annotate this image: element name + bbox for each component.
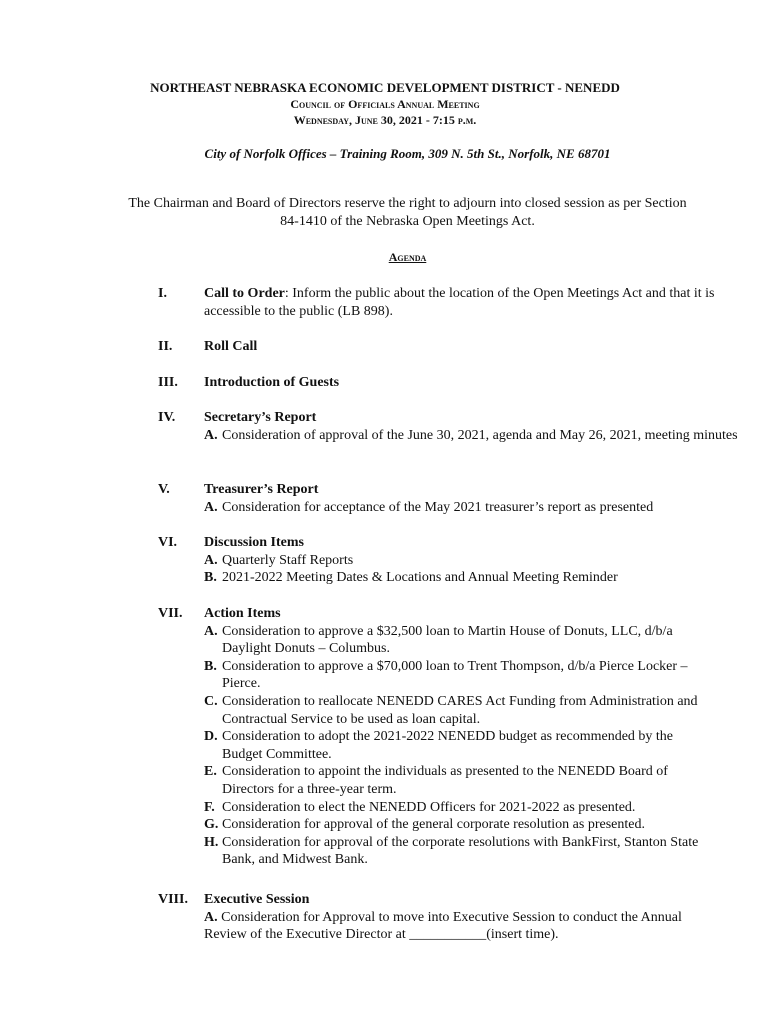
item-number: VII.	[158, 606, 183, 621]
sub-item-text: Consideration to approve a $32,500 loan to Martin House of Donuts, LLC, d/b/a Daylight Donuts – Columbus.	[222, 623, 673, 657]
sub-item-letter: G.	[204, 817, 219, 833]
sub-item	[204, 909, 684, 944]
sub-item-text: 2021-2022 Meeting Dates & Locations and Annual Meeting Reminder	[222, 570, 618, 586]
sub-item-letter: H.	[204, 834, 219, 850]
item-title: Executive Session	[204, 892, 310, 907]
sub-item	[204, 499, 744, 517]
item-number: IV.	[158, 410, 176, 425]
sub-item-letter: A.	[204, 499, 218, 515]
item-title: Introduction of Guests	[204, 375, 340, 390]
item-title: Treasurer’s Report	[204, 482, 319, 497]
sub-item	[204, 816, 704, 834]
sub-item	[204, 427, 744, 445]
item-title: Discussion Items	[204, 535, 304, 550]
meeting-date: Wednesday, June 30, 2021 - 7:15 p.m.	[293, 113, 477, 127]
sub-item	[204, 552, 744, 570]
sub-item-text: Consideration to elect the NENEDD Officers for 2021-2022 as presented.	[222, 799, 636, 815]
organization-title: NORTHEAST NEBRASKA ECONOMIC DEVELOPMENT DISTRICT - NENEDD	[150, 80, 620, 95]
item-text: : Inform the public about the location of the Open Meetings Act and that it is accessible to the public (LB 898).	[204, 286, 715, 319]
sub-item-letter: A.	[204, 909, 218, 925]
closed-session-notice: The Chairman and Board of Directors reserve the right to adjourn into closed session as per Section 84-1410 of the Nebraska Open Meetings Act.	[128, 196, 687, 229]
item-title: Action Items	[204, 606, 281, 621]
agenda-heading: Agenda	[388, 250, 427, 264]
sub-item	[204, 763, 704, 798]
sub-item	[204, 658, 704, 693]
sub-item-text: Consideration to adopt the 2021-2022 NENEDD budget as recommended by the Budget Committee.	[222, 729, 674, 762]
sub-item-text: Consideration for approval of the corporate resolutions with BankFirst, Stanton State Bank, and Midwest Bank.	[222, 834, 699, 868]
sub-item-text: Consideration to reallocate NENEDD CARES Act Funding from Administration and Contractual Service to be used as loan capital.	[222, 693, 698, 727]
item-number: VI.	[158, 535, 178, 550]
sub-item	[204, 799, 704, 817]
meeting-title: Council of Officials Annual Meeting	[290, 97, 480, 111]
item-number: V.	[158, 482, 170, 497]
item-number: I.	[158, 286, 167, 301]
sub-item-letter: F.	[204, 799, 215, 815]
sub-item-text: Consideration of approval of the June 30, 2021, agenda and May 26, 2021, meeting minutes	[222, 427, 738, 443]
sub-item	[204, 834, 704, 869]
sub-item-letter: A.	[204, 552, 218, 568]
sub-item-text: Consideration to appoint the individuals as presented to the NENEDD Board of Directors for a three-year term.	[222, 764, 668, 797]
meeting-location: City of Norfolk Offices – Training Room, 309 N. 5th St., Norfolk, NE 68701	[204, 146, 611, 161]
sub-item-text: Quarterly Staff Reports	[222, 552, 354, 568]
sub-item-text: Consideration for Approval to move into Executive Session to conduct the Annual Review of the Executive Director at ___________(insert time).	[204, 909, 682, 943]
sub-item	[204, 693, 704, 728]
sub-item-letter: A.	[204, 623, 218, 639]
sub-item-letter: B.	[204, 658, 217, 674]
item-title: Roll Call	[204, 339, 258, 354]
item-number: III.	[158, 375, 178, 390]
sub-item-text: Consideration for approval of the general corporate resolution as presented.	[222, 817, 645, 833]
sub-item	[204, 569, 744, 587]
item-number: II.	[158, 339, 173, 354]
sub-item	[204, 728, 704, 763]
item-title: Call to Order	[204, 286, 285, 301]
sub-item-letter: D.	[204, 729, 218, 745]
sub-item-letter: A.	[204, 427, 218, 443]
sub-item-text: Consideration for acceptance of the May 2021 treasurer’s report as presented	[222, 499, 654, 515]
item-title: Secretary’s Report	[204, 410, 317, 425]
sub-item	[204, 623, 704, 658]
sub-item-text: Consideration to approve a $70,000 loan to Trent Thompson, d/b/a Pierce Locker – Pierce.	[222, 658, 688, 692]
sub-item-letter: B.	[204, 570, 217, 586]
item-number: VIII.	[158, 892, 188, 907]
sub-item-letter: C.	[204, 693, 218, 709]
sub-item-letter: E.	[204, 764, 217, 780]
